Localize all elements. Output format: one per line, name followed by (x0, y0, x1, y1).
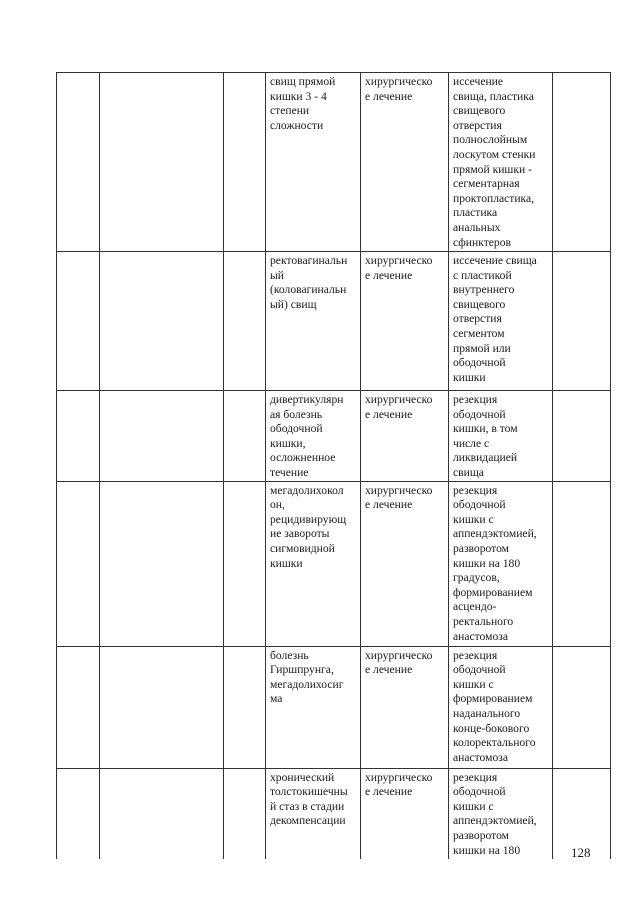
treatment-type-cell: хирургическо е лечение (361, 73, 449, 252)
empty-cell (100, 646, 224, 768)
diagnosis-cell: мегадолихокол он, рецидивирующ ие завороты сигмовидной кишки (266, 481, 361, 646)
table-row (57, 252, 611, 391)
empty-cell (553, 481, 611, 646)
treatment-type-cell: хирургическо е лечение (361, 768, 449, 859)
empty-cell (57, 481, 100, 646)
empty-cell (100, 252, 224, 391)
table-row (57, 481, 611, 646)
empty-cell (57, 391, 100, 482)
empty-cell (57, 646, 100, 768)
method-cell: резекция ободочной кишки с аппендэктомией, разворотом кишки на 180 градусов, формированием асцендо- ректального анастомоза (449, 481, 553, 646)
method-cell: резекция ободочной кишки с аппендэктомией, разворотом кишки на 180 (449, 768, 553, 859)
table-row (57, 391, 611, 482)
treatment-type-cell: хирургическо е лечение (361, 481, 449, 646)
empty-cell (100, 73, 224, 252)
empty-cell (100, 391, 224, 482)
diagnosis-cell: свищ прямой кишки 3 - 4 степени сложности (266, 73, 361, 252)
diagnosis-cell: хронический толстокишечны й стаз в стадии декомпенсации (266, 768, 361, 859)
empty-cell (553, 391, 611, 482)
treatment-type-cell: хирургическо е лечение (361, 252, 449, 391)
empty-cell (224, 646, 266, 768)
empty-cell (100, 768, 224, 859)
empty-cell (100, 481, 224, 646)
treatment-type-cell: хирургическо е лечение (361, 646, 449, 768)
empty-cell (224, 481, 266, 646)
empty-cell (224, 768, 266, 859)
empty-cell (57, 73, 100, 252)
empty-cell (224, 391, 266, 482)
method-cell: иссечение свища, пластика свищевого отверстия полнослойным лоскутом стенки прямой кишки - сегментарная проктопластика, пластика анальных сфинктеров (449, 73, 553, 252)
table-row (57, 768, 611, 859)
empty-cell (224, 252, 266, 391)
empty-cell (224, 73, 266, 252)
method-cell: иссечение свища с пластикой внутреннего свищевого отверстия сегментом прямой или ободочной кишки (449, 252, 553, 391)
page-number: 128 (571, 845, 591, 860)
empty-cell (57, 768, 100, 859)
table-row (57, 73, 611, 252)
empty-cell (57, 252, 100, 391)
treatment-table (56, 72, 611, 859)
table-row (57, 646, 611, 768)
diagnosis-cell: ректовагинальн ый (коловагинальн ый) свищ (266, 252, 361, 391)
treatment-type-cell: хирургическо е лечение (361, 391, 449, 482)
method-cell: резекция ободочной кишки, в том числе с ликвидацией свища (449, 391, 553, 482)
diagnosis-cell: дивертикулярн ая болезнь ободочной кишки, осложненное течение (266, 391, 361, 482)
method-cell: резекция ободочной кишки с формированием наданального конце-бокового колоректального анастомоза (449, 646, 553, 768)
empty-cell (553, 646, 611, 768)
empty-cell (553, 73, 611, 252)
diagnosis-cell: болезнь Гиршпрунга, мегадолихосиг ма (266, 646, 361, 768)
empty-cell (553, 252, 611, 391)
